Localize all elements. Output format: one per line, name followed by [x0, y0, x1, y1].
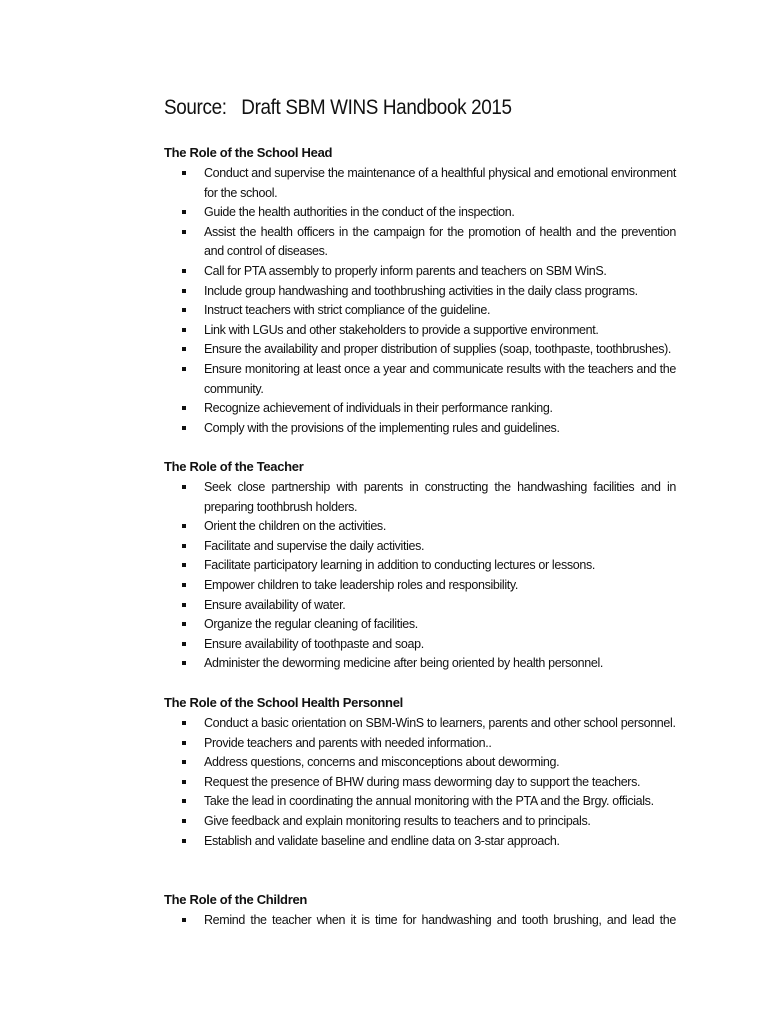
bullet-list: [164, 478, 684, 674]
section-heading: The Role of the Children: [164, 892, 308, 907]
list-item: Recognize achievement of individuals in their performance ranking.: [164, 399, 676, 419]
list-item: Administer the deworming medicine after being oriented by health personnel.: [164, 654, 676, 674]
bullet-list: [164, 714, 684, 851]
list-item: Give feedback and explain monitoring results to teachers and to principals.: [164, 812, 676, 832]
list-item: Call for PTA assembly to properly inform parents and teachers on SBM WinS.: [164, 262, 676, 282]
list-item: Establish and validate baseline and endline data on 3-star approach.: [164, 832, 676, 852]
list-item: Ensure availability of water.: [164, 596, 676, 616]
section-school-head: [164, 145, 684, 438]
bullet-list: [164, 911, 684, 931]
list-item: Ensure monitoring at least once a year and communicate results with the teachers and the community.: [164, 360, 676, 399]
list-item: Seek close partnership with parents in constructing the handwashing facilities and in preparing toothbrush holders.: [164, 478, 676, 517]
list-item: Instruct teachers with strict compliance of the guideline.: [164, 301, 676, 321]
list-item: Assist the health officers in the campaign for the promotion of health and the prevention and control of diseases.: [164, 223, 676, 262]
section-school-health-personnel: [164, 695, 684, 851]
list-item: Address questions, concerns and misconceptions about deworming.: [164, 753, 676, 773]
list-item: Conduct and supervise the maintenance of a healthful physical and emotional environment for the school.: [164, 164, 676, 203]
list-item: Provide teachers and parents with needed information..: [164, 734, 676, 754]
list-item: Take the lead in coordinating the annual monitoring with the PTA and the Brgy. officials.: [164, 792, 676, 812]
list-item: Guide the health authorities in the conduct of the inspection.: [164, 203, 676, 223]
list-item: Ensure availability of toothpaste and soap.: [164, 635, 676, 655]
list-item: Facilitate and supervise the daily activities.: [164, 537, 676, 557]
list-item: Facilitate participatory learning in addition to conducting lectures or lessons.: [164, 556, 676, 576]
section-heading: The Role of the School Health Personnel: [164, 695, 403, 710]
list-item: Conduct a basic orientation on SBM-WinS to learners, parents and other school personnel.: [164, 714, 676, 734]
list-item: Link with LGUs and other stakeholders to provide a supportive environment.: [164, 321, 676, 341]
list-item: Empower children to take leadership roles and responsibility.: [164, 576, 676, 596]
page-title: Source: Draft SBM WINS Handbook 2015: [164, 96, 512, 119]
list-item: Orient the children on the activities.: [164, 517, 676, 537]
section-children: [164, 892, 684, 931]
section-teacher: [164, 459, 684, 674]
list-item: Ensure the availability and proper distribution of supplies (soap, toothpaste, toothbrushes).: [164, 340, 676, 360]
section-heading: The Role of the School Head: [164, 145, 333, 160]
list-item: Remind the teacher when it is time for handwashing and tooth brushing, and lead the: [164, 911, 676, 931]
list-item: Request the presence of BHW during mass deworming day to support the teachers.: [164, 773, 676, 793]
section-heading: The Role of the Teacher: [164, 459, 304, 474]
list-item: Organize the regular cleaning of facilities.: [164, 615, 676, 635]
list-item: Comply with the provisions of the implementing rules and guidelines.: [164, 419, 676, 439]
bullet-list: [164, 164, 684, 438]
list-item: Include group handwashing and toothbrushing activities in the daily class programs.: [164, 282, 676, 302]
